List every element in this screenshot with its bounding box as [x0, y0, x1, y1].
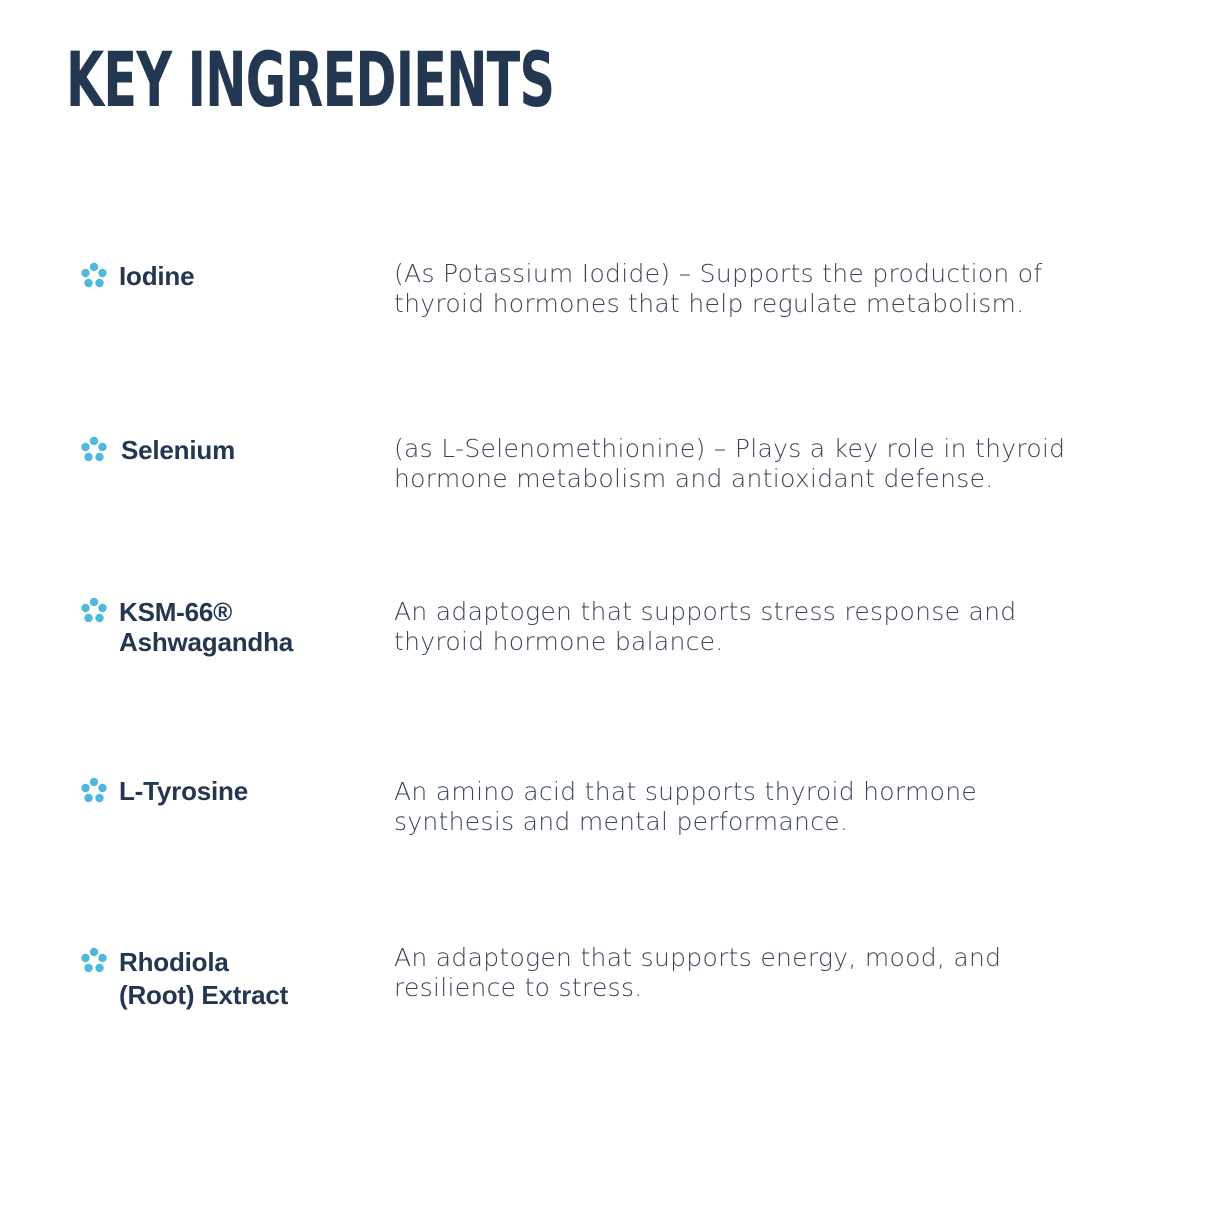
ingredient-name — [119, 946, 359, 1012]
ingredient-name — [119, 776, 359, 806]
ingredient-description-line: An amino acid that supports thyroid hormone — [394, 777, 978, 806]
flower-cluster-icon — [80, 947, 108, 975]
ingredient-description-line: An adaptogen that supports energy, mood, and — [394, 943, 1002, 972]
ingredient-description — [394, 259, 1134, 319]
flower-cluster-icon — [80, 262, 108, 290]
ingredient-description-line: thyroid hormones that help regulate metabolism. — [394, 289, 1025, 318]
flower-cluster-icon — [80, 436, 108, 464]
ingredient-name-line: Iodine — [119, 261, 195, 291]
ingredient-description — [394, 777, 1134, 837]
ingredient-name-line: L-Tyrosine — [119, 776, 248, 806]
ingredient-name-line: Rhodiola — [119, 947, 229, 977]
ingredient-description-line: (As Potassium Iodide) – Supports the production of — [394, 259, 1043, 288]
ingredient-name-line: Ashwagandha — [119, 627, 294, 657]
flower-cluster-icon — [80, 777, 108, 805]
flower-cluster-icon — [80, 597, 108, 625]
ingredient-name-line: Selenium — [121, 435, 235, 465]
ingredient-name — [121, 435, 361, 465]
ingredient-description — [394, 943, 1134, 1003]
ingredient-description-line: An adaptogen that supports stress response and — [394, 597, 1017, 626]
ingredient-description — [394, 434, 1134, 494]
ingredient-description-line: thyroid hormone balance. — [394, 627, 724, 656]
page-title: KEY INGREDIENTS — [66, 35, 555, 124]
ingredient-description-line: synthesis and mental performance. — [394, 807, 849, 836]
ingredient-name-line: KSM-66® — [119, 597, 233, 627]
ingredient-name — [119, 261, 359, 291]
ingredient-name — [119, 597, 359, 657]
ingredient-description-line: resilience to stress. — [394, 973, 643, 1002]
ingredient-description — [394, 597, 1134, 657]
ingredient-name-line: (Root) Extract — [119, 980, 289, 1010]
ingredient-description-line: hormone metabolism and antioxidant defense. — [394, 464, 994, 493]
ingredient-description-line: (as L-Selenomethionine) – Plays a key role in thyroid — [394, 434, 1066, 463]
